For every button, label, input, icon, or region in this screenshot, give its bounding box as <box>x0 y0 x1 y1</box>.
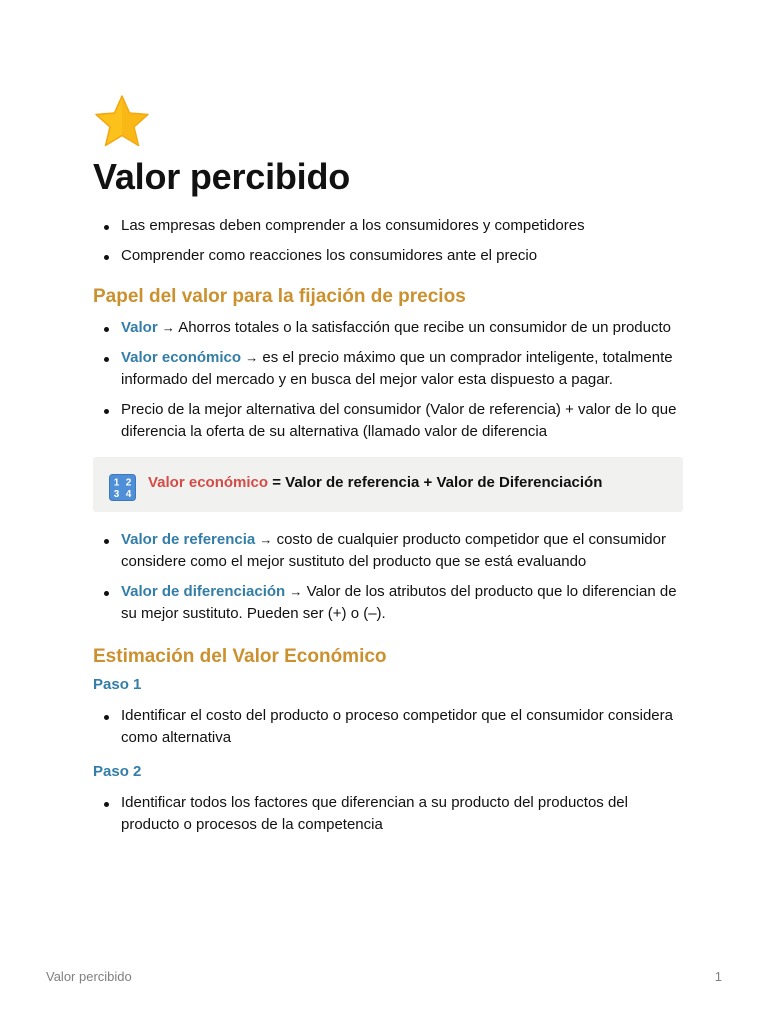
svg-text:2: 2 <box>125 477 132 489</box>
term-valor-diferenciacion: Valor de diferenciación <box>121 583 286 600</box>
list-item <box>93 529 683 573</box>
section-heading-papel: Papel del valor para la fijación de precios <box>93 286 466 307</box>
callout-term: Valor económico <box>148 474 269 491</box>
arrow-icon: → <box>259 532 273 547</box>
term-valor-referencia: Valor de referencia <box>121 531 256 548</box>
list-item: Identificar todos los factores que diferencian a su producto del productos del producto o procesos de la competencia <box>93 792 683 836</box>
term-valor-economico: Valor económico <box>121 349 242 366</box>
section-heading-estimacion: Estimación del Valor Económico <box>93 646 387 667</box>
definition-text: costo de cualquier producto competidor que el consumidor considere como el mejor sustituto del producto que se está evaluando <box>121 531 666 570</box>
svg-text:3: 3 <box>113 489 120 500</box>
page-title: Valor percibido <box>93 156 351 197</box>
step-heading-2: Paso 2 <box>93 763 142 780</box>
list-item: Comprender como reacciones los consumidores ante el precio <box>93 245 683 267</box>
step-2-list <box>93 792 683 836</box>
term-valor: Valor <box>121 319 158 336</box>
numbers-keycap-icon <box>109 474 136 501</box>
list-item: Identificar el costo del producto o proceso competidor que el consumidor considera como alternativa <box>93 705 683 749</box>
intro-list <box>93 215 683 267</box>
page-content <box>93 92 683 844</box>
definition-text: es el precio máximo que un comprador inteligente, totalmente informado del mercado y en busca del mejor valor esta dispuesto a pagar. <box>121 349 673 388</box>
step-heading-1: Paso 1 <box>93 676 142 693</box>
svg-text:1: 1 <box>113 477 120 489</box>
formula-callout <box>93 457 683 512</box>
footer-page-number: 1 <box>714 969 722 984</box>
list-item <box>93 317 683 339</box>
callout-formula: = Valor de referencia + Valor de Diferenciación <box>268 474 603 491</box>
arrow-icon: → <box>161 320 175 335</box>
list-item <box>93 347 683 391</box>
footer-title: Valor percibido <box>46 969 132 984</box>
step-1-list <box>93 705 683 749</box>
arrow-icon: → <box>289 584 303 599</box>
list-item: Precio de la mejor alternativa del consumidor (Valor de referencia) + valor de lo que diferencia la oferta de su alternativa (llamado valor de diferencia <box>93 399 683 443</box>
star-icon <box>92 92 152 152</box>
definition-text: Ahorros totales o la satisfacción que recibe un consumidor de un producto <box>174 319 671 336</box>
definition-text: Valor de los atributos del producto que lo diferencian de su mejor sustituto. Pueden ser (+) o (–). <box>121 583 677 622</box>
svg-text:4: 4 <box>125 489 132 500</box>
callout-text <box>148 473 602 493</box>
definitions-list <box>93 529 683 625</box>
list-item <box>93 581 683 625</box>
papel-list <box>93 317 683 443</box>
arrow-icon: → <box>245 350 259 365</box>
list-item: Las empresas deben comprender a los consumidores y competidores <box>93 215 683 237</box>
